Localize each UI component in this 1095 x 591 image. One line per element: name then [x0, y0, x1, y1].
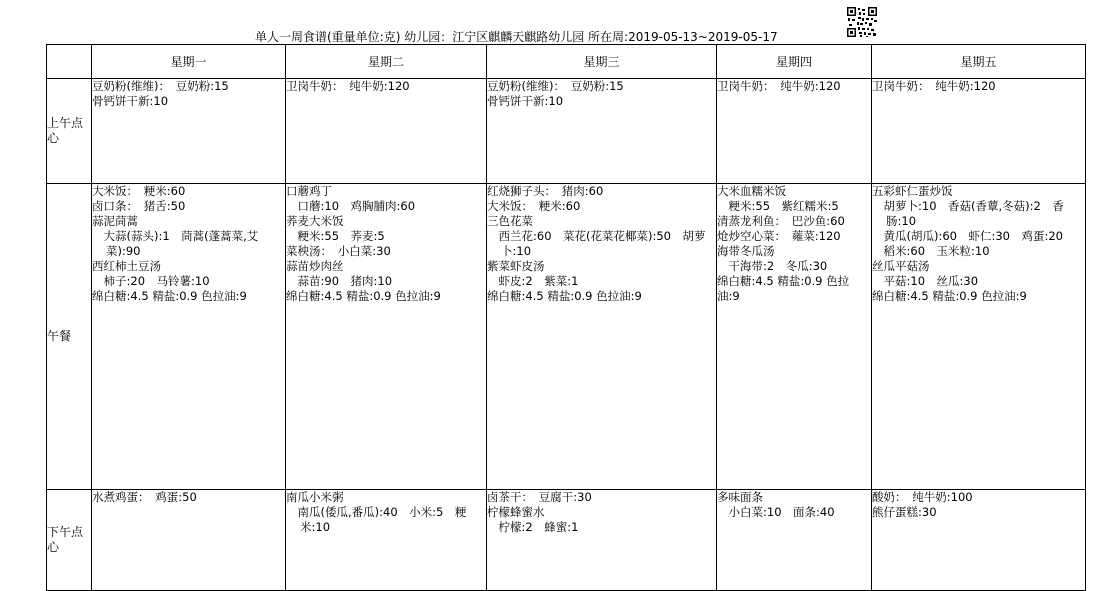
- dish-line: 南瓜小米粥: [286, 490, 344, 504]
- dish-line: 绵白糖:4.5 精盐:0.9 色拉油:9: [717, 274, 850, 303]
- dish-line: 柠檬蜂蜜水: [487, 505, 545, 519]
- dish-line: 水煮鸡蛋： 鸡蛋:50: [92, 490, 197, 504]
- dish-line: 炝炒空心菜： 蕹菜:120: [717, 229, 841, 243]
- dish-line: 卤口条： 猪舌:50: [92, 199, 186, 213]
- menu-cell: [717, 184, 872, 490]
- menu-cell: [717, 490, 872, 591]
- dish-line: 卤茶干： 豆腐干:30: [487, 490, 592, 504]
- dish-line: 红烧狮子头： 猪肉:60: [487, 184, 604, 198]
- dish-line: 丝瓜平菇汤: [872, 259, 930, 273]
- dish-line: 熊仔蛋糕:30: [872, 505, 937, 519]
- corner-cell: [47, 45, 92, 79]
- ingredient-line: 干海带:2 冬瓜:30: [717, 259, 828, 273]
- ingredient-line: 稻米:60 玉米粒:10: [872, 244, 990, 258]
- menu-cell: [717, 79, 872, 184]
- menu-cell: [286, 184, 487, 490]
- dish-line: 三色花菜: [487, 214, 533, 228]
- dish-line: 酸奶： 纯牛奶:100: [872, 490, 973, 504]
- day-header: 星期二: [286, 45, 487, 79]
- meal-label: 下午点心: [47, 490, 92, 591]
- ingredient-line: 大蒜(蒜头):1 茼蒿(蓬蒿菜,艾菜):90: [92, 229, 259, 258]
- menu-cell: [872, 490, 1086, 591]
- dish-line: 蒜泥茼蒿: [92, 214, 138, 228]
- ingredient-line: 黄瓜(胡瓜):60 虾仁:30 鸡蛋:20: [872, 229, 1063, 243]
- ingredient-line: 蒜苗:90 猪肉:10: [286, 274, 393, 288]
- menu-cell: [92, 490, 286, 591]
- dish-line: 荞麦大米饭: [286, 214, 344, 228]
- dish-line: 豆奶粉(维维)： 豆奶粉:15: [487, 79, 624, 93]
- dish-line: 多味面条: [717, 490, 763, 504]
- menu-cell: [92, 184, 286, 490]
- ingredient-line: 平菇:10 丝瓜:30: [872, 274, 979, 288]
- dish-line: 骨钙饼干新:10: [92, 94, 169, 108]
- ingredient-line: 小白菜:10 面条:40: [717, 505, 835, 519]
- day-header: 星期五: [872, 45, 1086, 79]
- ingredient-line: 粳米:55 荞麦:5: [286, 229, 385, 243]
- dish-line: 骨钙饼干新:10: [487, 94, 564, 108]
- menu-cell: [92, 79, 286, 184]
- dish-line: 清蒸龙利鱼： 巴沙鱼:60: [717, 214, 845, 228]
- meal-label: 上午点心: [47, 79, 92, 184]
- dish-line: 大米血糯米饭: [717, 184, 786, 198]
- dish-line: 海带冬瓜汤: [717, 244, 775, 258]
- ingredient-line: 胡萝卜:10 香菇(香蕈,冬菇):2 香肠:10: [872, 199, 1064, 228]
- menu-cell: [286, 490, 487, 591]
- ingredient-line: 西兰花:60 菜花(花菜花椰菜):50 胡萝卜:10: [487, 229, 706, 258]
- dish-line: 口蘑鸡丁: [286, 184, 332, 198]
- dish-line: 菜秧汤： 小白菜:30: [286, 244, 391, 258]
- menu-cell: [487, 184, 717, 490]
- menu-cell: [872, 184, 1086, 490]
- dish-line: 紫菜虾皮汤: [487, 259, 545, 273]
- dish-line: 卫岗牛奶： 纯牛奶:120: [717, 79, 841, 93]
- afternoon-snack-row: [47, 490, 1086, 591]
- dish-line: 绵白糖:4.5 精盐:0.9 色拉油:9: [872, 289, 1027, 303]
- dish-line: 卫岗牛奶： 纯牛奶:120: [872, 79, 996, 93]
- dish-line: 五彩虾仁蛋炒饭: [872, 184, 953, 198]
- day-header: 星期四: [717, 45, 872, 79]
- ingredient-line: 虾皮:2 紫菜:1: [487, 274, 579, 288]
- day-header: 星期三: [487, 45, 717, 79]
- lunch-row: [47, 184, 1086, 490]
- dish-line: 大米饭： 粳米:60: [92, 184, 186, 198]
- header-row: [47, 45, 1086, 79]
- ingredient-line: 柠檬:2 蜂蜜:1: [487, 520, 579, 534]
- dish-line: 大米饭： 粳米:60: [487, 199, 581, 213]
- menu-cell: [872, 79, 1086, 184]
- meal-label: 午餐: [47, 184, 92, 490]
- qr-code-icon: [846, 6, 878, 38]
- day-header: 星期一: [92, 45, 286, 79]
- weekly-menu-table: [46, 44, 1086, 591]
- dish-line: 蒜苗炒肉丝: [286, 259, 344, 273]
- ingredient-line: 粳米:55 紫红糯米:5: [717, 199, 839, 213]
- ingredient-line: 柿子:20 马铃薯:10: [92, 274, 210, 288]
- morning-snack-row: [47, 79, 1086, 184]
- menu-cell: [487, 79, 717, 184]
- ingredient-line: 口蘑:10 鸡胸脯肉:60: [286, 199, 416, 213]
- menu-cell: [286, 79, 487, 184]
- dish-line: 豆奶粉(维维)： 豆奶粉:15: [92, 79, 229, 93]
- dish-line: 卫岗牛奶： 纯牛奶:120: [286, 79, 410, 93]
- dish-line: 绵白糖:4.5 精盐:0.9 色拉油:9: [487, 289, 642, 303]
- dish-line: 绵白糖:4.5 精盐:0.9 色拉油:9: [286, 289, 441, 303]
- dish-line: 西红柿土豆汤: [92, 259, 161, 273]
- page-title: 单人一周食谱(重量单位:克) 幼儿园：江宁区麒麟天麒路幼儿园 所在周:2019-05-13~2019-05-17: [255, 30, 778, 44]
- dish-line: 绵白糖:4.5 精盐:0.9 色拉油:9: [92, 289, 247, 303]
- ingredient-line: 南瓜(倭瓜,番瓜):40 小米:5 粳米:10: [286, 505, 467, 534]
- menu-cell: [487, 490, 717, 591]
